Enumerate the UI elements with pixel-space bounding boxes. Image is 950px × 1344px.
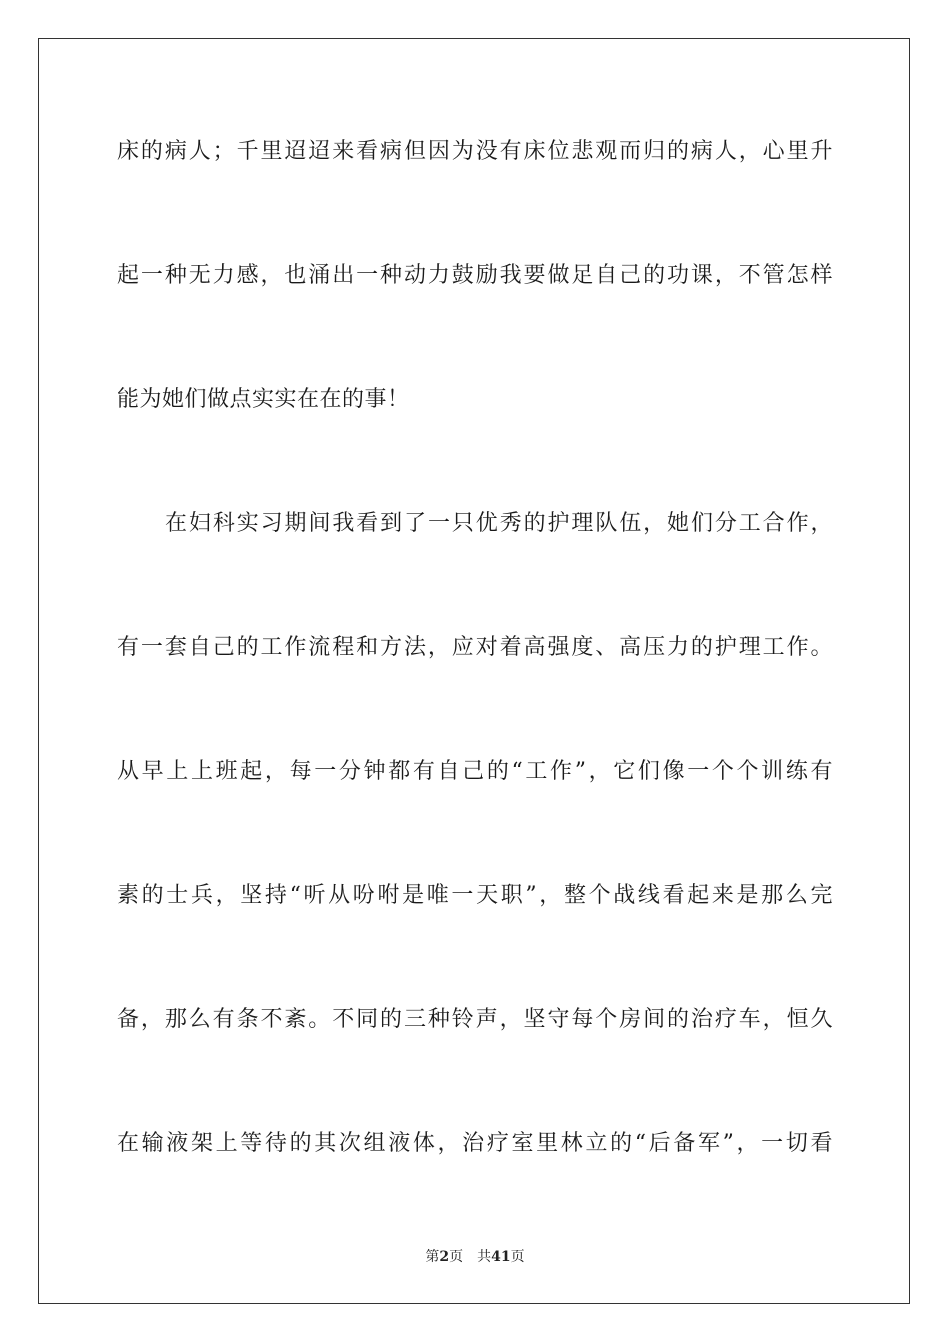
body-line-2: 起一种无力感，也涌出一种动力鼓励我要做足自己的功课，不管怎样 [117,263,833,288]
footer-total-pages: 41 [491,1249,511,1265]
footer-total-prefix: 共 [477,1249,492,1265]
footer-page-suffix: 页 [449,1249,464,1265]
body-line-9: 在输液架上等待的其次组液体，治疗室里林立的“后备军”，一切看 [117,1131,833,1156]
body-line-5: 有一套自己的工作流程和方法，应对着高强度、高压力的护理工作。 [117,635,833,660]
footer-page-prefix: 第 [425,1249,440,1265]
page-border [38,38,910,1304]
footer-page-number: 2 [439,1249,450,1265]
page-footer [0,1248,950,1266]
body-line-3: 能为她们做点实实在在的事！ [117,387,410,412]
footer-total-suffix: 页 [510,1249,525,1265]
body-line-4: 在妇科实习期间我看到了一只优秀的护理队伍，她们分工合作， [165,511,833,536]
body-line-6: 从早上上班起，每一分钟都有自己的“工作”，它们像一个个训练有 [117,759,833,784]
body-line-7: 素的士兵，坚持“听从吩咐是唯一天职”，整个战线看起来是那么完 [117,883,833,908]
body-line-8: 备，那么有条不紊。不同的三种铃声，坚守每个房间的治疗车，恒久 [117,1007,833,1032]
body-line-1: 床的病人；千里迢迢来看病但因为没有床位悲观而归的病人，心里升 [117,139,833,164]
